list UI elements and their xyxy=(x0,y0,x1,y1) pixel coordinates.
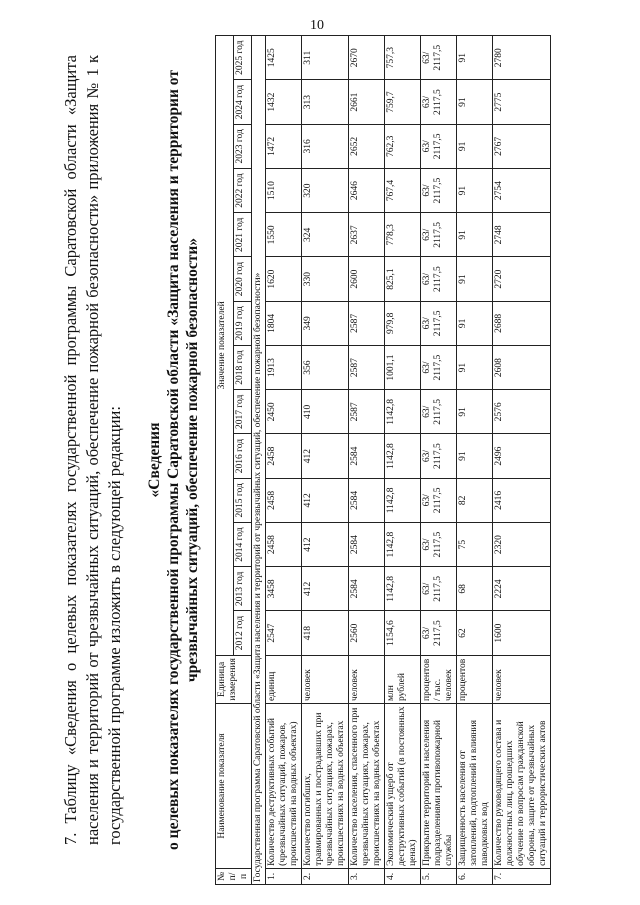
indicator-name: Количество руководящего состава и должностных лиц, прошедших обучение по вопросам гражданской обороны, защите от чрезвычайных ситуаций и террористических актов xyxy=(493,703,551,868)
value-cell: 2688 xyxy=(493,301,551,345)
indicator-name: Количество деструктивных событий (чрезвычайных ситуаций, пожаров, происшествий на водных объектах) xyxy=(266,703,302,868)
value-cell: 63/ 2117,5 xyxy=(421,213,457,257)
row-number: 5. xyxy=(421,868,457,884)
value-cell: 91 xyxy=(457,390,493,434)
value-cell: 418 xyxy=(302,611,349,655)
header-year: 2014 год xyxy=(234,522,252,566)
value-cell: 979,8 xyxy=(385,301,421,345)
value-cell: 356 xyxy=(302,345,349,389)
value-cell: 2661 xyxy=(349,80,385,124)
value-cell: 91 xyxy=(457,345,493,389)
value-cell: 91 xyxy=(457,301,493,345)
value-cell: 1432 xyxy=(266,80,302,124)
value-cell: 62 xyxy=(457,611,493,655)
value-cell: 2720 xyxy=(493,257,551,301)
value-cell: 63/ 2117,5 xyxy=(421,257,457,301)
header-year: 2017 год xyxy=(234,390,252,434)
value-cell: 1510 xyxy=(266,168,302,212)
value-cell: 1804 xyxy=(266,301,302,345)
value-cell: 2560 xyxy=(349,611,385,655)
header-year: 2022 год xyxy=(234,168,252,212)
value-cell: 63/ 2117,5 xyxy=(421,390,457,434)
unit-cell: человек xyxy=(493,655,551,703)
value-cell: 320 xyxy=(302,168,349,212)
value-cell: 349 xyxy=(302,301,349,345)
heading-line-2: о целевых показателях государственной программы Саратовской области «Защита населения и территории от чрезвычайных ситуаций, обеспечение пожарной безопасности» xyxy=(165,70,201,850)
indicators-table xyxy=(215,35,551,885)
value-cell: 91 xyxy=(457,124,493,168)
section-row xyxy=(252,36,266,885)
value-cell: 2458 xyxy=(266,434,302,478)
value-cell: 2320 xyxy=(493,522,551,566)
header-year: 2012 год xyxy=(234,611,252,655)
header-year: 2015 год xyxy=(234,478,252,522)
table-row xyxy=(302,36,349,885)
value-cell: 316 xyxy=(302,124,349,168)
unit-cell: млн рублей xyxy=(385,655,421,703)
value-cell: 2637 xyxy=(349,213,385,257)
value-cell: 63/ 2117,5 xyxy=(421,478,457,522)
value-cell: 2767 xyxy=(493,124,551,168)
value-cell: 759,7 xyxy=(385,80,421,124)
value-cell: 2587 xyxy=(349,301,385,345)
unit-cell: процентов xyxy=(457,655,493,703)
value-cell: 63/ 2117,5 xyxy=(421,567,457,611)
value-cell: 63/ 2117,5 xyxy=(421,168,457,212)
indicator-name: Прикрытие территорий и населения подразделениями противопожарной службы xyxy=(421,703,457,868)
indicator-name: Экономический ущерб от деструктивных событий (в постоянных ценах) xyxy=(385,703,421,868)
value-cell: 63/ 2117,5 xyxy=(421,301,457,345)
value-cell: 2670 xyxy=(349,36,385,80)
value-cell: 1001,1 xyxy=(385,345,421,389)
value-cell: 63/ 2117,5 xyxy=(421,124,457,168)
value-cell: 825,1 xyxy=(385,257,421,301)
header-year: 2013 год xyxy=(234,567,252,611)
value-cell: 2587 xyxy=(349,345,385,389)
header-year: 2020 год xyxy=(234,257,252,301)
value-cell: 63/ 2117,5 xyxy=(421,80,457,124)
value-cell: 1142,8 xyxy=(385,567,421,611)
row-number: 7. xyxy=(493,868,551,884)
header-year: 2023 год xyxy=(234,124,252,168)
value-cell: 91 xyxy=(457,257,493,301)
value-cell: 1154,6 xyxy=(385,611,421,655)
table-row xyxy=(349,36,385,885)
value-cell: 1550 xyxy=(266,213,302,257)
header-year: 2016 год xyxy=(234,434,252,478)
value-cell: 2587 xyxy=(349,390,385,434)
value-cell: 2754 xyxy=(493,168,551,212)
value-cell: 767,4 xyxy=(385,168,421,212)
intro-text: 7. Таблицу «Сведения о целевых показателях государственной программы Саратовской области «Защита населения и территорий от чрезвычайных ситуаций, обеспечение пожарной безопасности» приложения № 1 к государственной программе изложить в следующей редакции: xyxy=(61,55,124,845)
value-cell: 2608 xyxy=(493,345,551,389)
unit-cell: человек xyxy=(302,655,349,703)
value-cell: 1425 xyxy=(266,36,302,80)
table-row xyxy=(421,36,457,885)
value-cell: 311 xyxy=(302,36,349,80)
value-cell: 412 xyxy=(302,434,349,478)
value-cell: 2775 xyxy=(493,80,551,124)
value-cell: 63/ 2117,5 xyxy=(421,522,457,566)
table-row xyxy=(493,36,551,885)
value-cell: 2584 xyxy=(349,522,385,566)
value-cell: 1472 xyxy=(266,124,302,168)
indicator-name: Количество погибших, травмированных и пострадавших при чрезвычайных ситуациях, пожарах, происшествиях на водных объектах xyxy=(302,703,349,868)
value-cell: 91 xyxy=(457,213,493,257)
value-cell: 91 xyxy=(457,434,493,478)
value-cell: 2458 xyxy=(266,478,302,522)
value-cell: 2576 xyxy=(493,390,551,434)
value-cell: 1142,8 xyxy=(385,434,421,478)
value-cell: 63/ 2117,5 xyxy=(421,611,457,655)
value-cell: 2584 xyxy=(349,434,385,478)
header-no: № п/п xyxy=(216,868,252,884)
row-number: 2. xyxy=(302,868,349,884)
value-cell: 3458 xyxy=(266,567,302,611)
header-year: 2019 год xyxy=(234,301,252,345)
heading-line-1: «Сведения xyxy=(146,422,163,498)
value-cell: 1620 xyxy=(266,257,302,301)
value-cell: 1142,8 xyxy=(385,478,421,522)
value-cell: 91 xyxy=(457,168,493,212)
intro-paragraph xyxy=(60,55,126,845)
unit-cell: процентов / тыс. человек xyxy=(421,655,457,703)
value-cell: 762,3 xyxy=(385,124,421,168)
table-row xyxy=(457,36,493,885)
value-cell: 757,3 xyxy=(385,36,421,80)
value-cell: 2600 xyxy=(349,257,385,301)
value-cell: 2780 xyxy=(493,36,551,80)
header-values: Значение показателей xyxy=(216,36,234,656)
header-year: 2024 год xyxy=(234,80,252,124)
unit-cell: человек xyxy=(349,655,385,703)
value-cell: 2547 xyxy=(266,611,302,655)
value-cell: 2652 xyxy=(349,124,385,168)
row-number: 3. xyxy=(349,868,385,884)
header-row-1 xyxy=(216,36,234,885)
value-cell: 63/ 2117,5 xyxy=(421,345,457,389)
row-number: 1. xyxy=(266,868,302,884)
section-title: Государственная программа Саратовской области «Защита населения и территорий от чрезвычайных ситуаций, обеспечение пожарной безопасности» xyxy=(252,36,266,885)
value-cell: 2748 xyxy=(493,213,551,257)
value-cell: 1142,8 xyxy=(385,522,421,566)
header-name: Наименование показателя xyxy=(216,703,252,868)
value-cell: 63/ 2117,5 xyxy=(421,36,457,80)
row-number: 6. xyxy=(457,868,493,884)
header-unit: Единица измерения xyxy=(216,655,252,703)
value-cell: 63/ 2117,5 xyxy=(421,434,457,478)
value-cell: 1600 xyxy=(493,611,551,655)
value-cell: 91 xyxy=(457,80,493,124)
value-cell: 778,3 xyxy=(385,213,421,257)
value-cell: 68 xyxy=(457,567,493,611)
unit-cell: единиц xyxy=(266,655,302,703)
value-cell: 2450 xyxy=(266,390,302,434)
value-cell: 412 xyxy=(302,478,349,522)
value-cell: 2584 xyxy=(349,478,385,522)
value-cell: 2584 xyxy=(349,567,385,611)
value-cell: 2458 xyxy=(266,522,302,566)
value-cell: 330 xyxy=(302,257,349,301)
value-cell: 2646 xyxy=(349,168,385,212)
value-cell: 410 xyxy=(302,390,349,434)
value-cell: 1142,8 xyxy=(385,390,421,434)
page-number: 10 xyxy=(310,18,324,33)
table-heading xyxy=(145,35,202,885)
row-number: 4. xyxy=(385,868,421,884)
value-cell: 2416 xyxy=(493,478,551,522)
value-cell: 412 xyxy=(302,522,349,566)
value-cell: 412 xyxy=(302,567,349,611)
value-cell: 91 xyxy=(457,36,493,80)
value-cell: 313 xyxy=(302,80,349,124)
value-cell: 2224 xyxy=(493,567,551,611)
value-cell: 82 xyxy=(457,478,493,522)
value-cell: 324 xyxy=(302,213,349,257)
header-year: 2025 год xyxy=(234,36,252,80)
indicator-name: Защищенность населения от затоплений, подтоплений и влияния паводковых вод xyxy=(457,703,493,868)
header-year: 2021 год xyxy=(234,213,252,257)
indicator-name: Количество населения, спасенного при чрезвычайных ситуациях, пожарах, происшествиях на водных объектах xyxy=(349,703,385,868)
value-cell: 75 xyxy=(457,522,493,566)
value-cell: 1913 xyxy=(266,345,302,389)
table-row xyxy=(266,36,302,885)
header-year: 2018 год xyxy=(234,345,252,389)
table-row xyxy=(385,36,421,885)
value-cell: 2496 xyxy=(493,434,551,478)
